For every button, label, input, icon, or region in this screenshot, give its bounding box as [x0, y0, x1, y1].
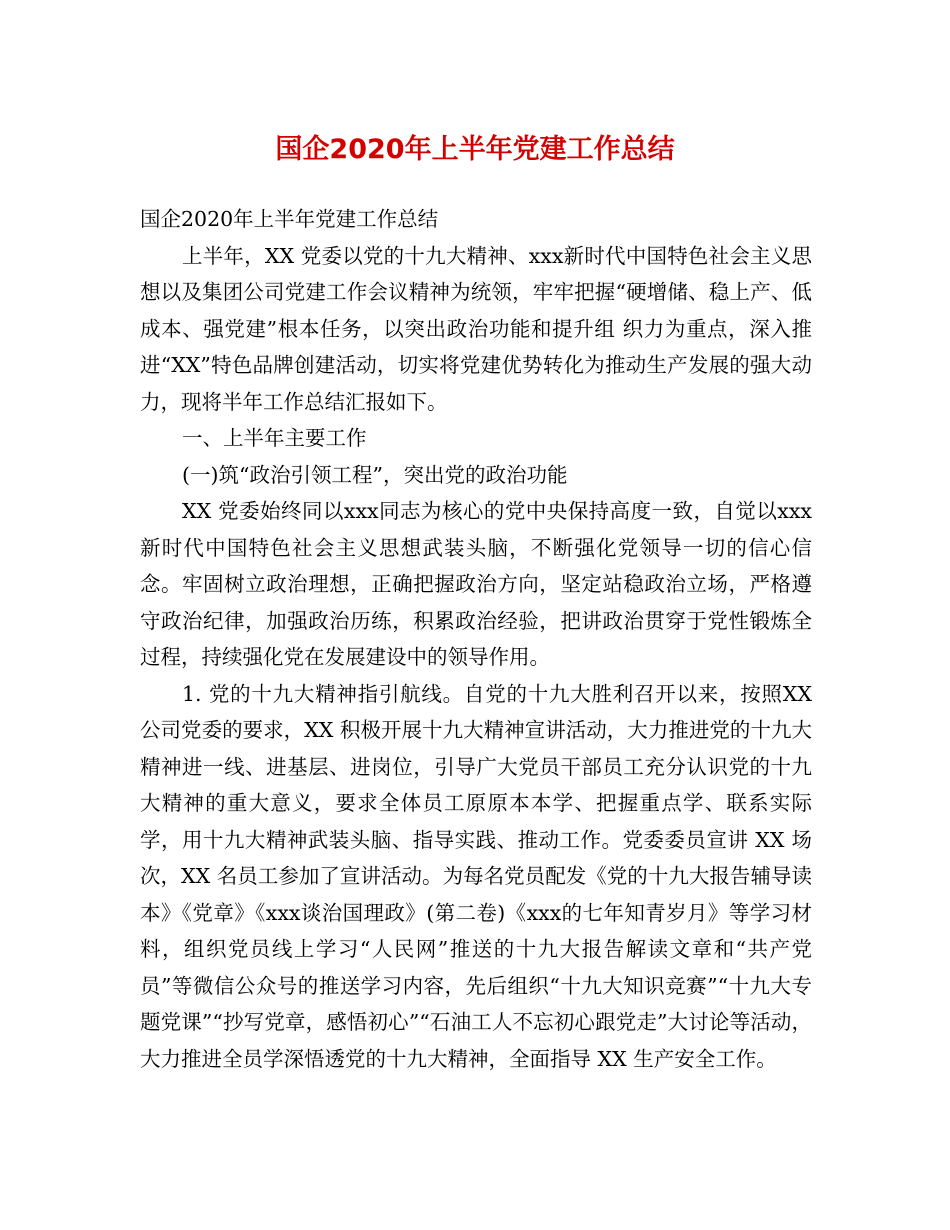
- document-body: [140, 201, 812, 1077]
- subtitle-line: 国企2020年上半年党建工作总结: [140, 207, 439, 231]
- subsection-heading: (一)筑“政治引领工程”，突出党的政治功能: [182, 462, 568, 487]
- document-title: 国企2020年上半年党建工作总结: [275, 134, 675, 165]
- body-paragraph: XX 党委始终同以xxx同志为核心的党中央保持高度一致，自觉以xxx新时代中国特色社会主义思想武装头脑，不断强化党领导一切的信心信念。牢固树立政治理想，正确把握政治方向，坚定站稳政治立场，严格遵守政治纪律，加强政治历练，积累政治经验，把讲政治贯穿于党性锻炼全过程，持续强化党在发展建设中的领导作用。: [140, 499, 812, 669]
- intro-paragraph: 上半年，XX 党委以党的十九大精神、xxx新时代中国特色社会主义思想以及集团公司党建工作会议精神为统领，牢牢把握“硬增储、稳上产、低成本、强党建”根本任务，以突出政治功能和提升组 织力为重点，深入推进“XX”特色品牌创建活动，切实将党建优势转化为推动生产发展的强大动力，现将半年工作总结汇报如下。: [140, 243, 812, 414]
- section-heading: 一、上半年主要工作: [182, 426, 367, 450]
- body-paragraph: 1. 党的十九大精神指引航线。自党的十九大胜利召开以来，按照XX 公司党委的要求，XX 积极开展十九大精神宣讲活动，大力推进党的十九大精神进一线、进基层、进岗位，引导广大党员干部员工充分认识党的十九大精神的重大意义，要求全体员工原原本本学、把握重点学、联系实际学，用十九大精神武装头脑、指导实践、推动工作。党委委员宣讲 XX 场次，XX 名员工参加了宣讲活动。为每名党员配发《党的十九大报告辅导读本》《党章》《xxx谈治国理政》(第二卷)《xxx的七年知青岁月》等学习材料，组织党员线上学习“人民网”推送的十九大报告解读文章和“共产党员”等微信公众号的推送学习内容，先后组织“十九大知识竞赛”“十九大专题党课”“抄写党章，感悟初心”“石油工人不忘初心跟党走”大讨论等活动，大力推进全员学深悟透党的十九大精神，全面指导 XX 生产安全工作。: [140, 681, 812, 1071]
